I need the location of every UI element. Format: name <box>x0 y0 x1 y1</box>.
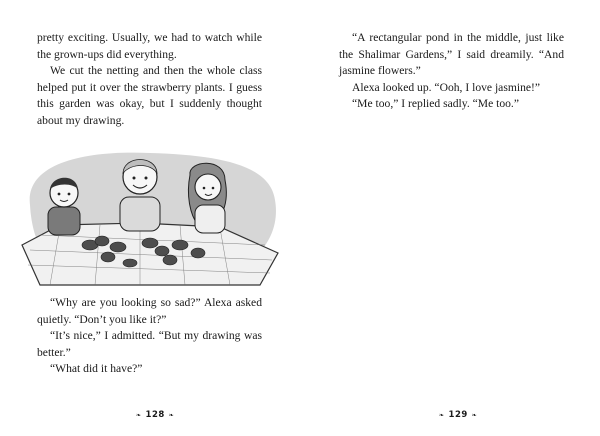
right-text <box>339 30 564 113</box>
page-number: 129 <box>448 410 468 420</box>
ornament-icon: ❧ <box>439 411 445 419</box>
paragraph: Alexa looked up. “Ooh, I love jasmine!” <box>352 80 541 94</box>
page-number: 128 <box>145 410 165 420</box>
paragraph: “Me too,” I replied sadly. “Me too.” <box>352 97 519 111</box>
paragraph: “What did it have?” <box>50 362 143 376</box>
ornament-icon: ❧ <box>471 411 478 419</box>
paragraph: pretty exciting. Usually, we had to watch while the grown-ups did everything. <box>37 31 262 61</box>
paragraph: We cut the netting and then the whole class helped put it over the strawberry plants. I guess this garden was okay, but I suddenly thought about my drawing. <box>37 64 262 127</box>
ornament-icon: ❧ <box>136 411 142 419</box>
paragraph: “Why are you looking so sad?” Alexa asked quietly. “Don’t you like it?” <box>37 296 262 326</box>
left-bottom-text <box>37 295 262 378</box>
paragraph: “It’s nice,” I admitted. “But my drawing was better.” <box>37 329 262 359</box>
children-garden-illustration <box>20 145 282 287</box>
page-number-right <box>439 410 477 420</box>
ornament-icon: ❧ <box>168 411 175 419</box>
paragraph: “A rectangular pond in the middle, just like the Shalimar Gardens,” I said dreamily. “And jasmine flowers.” <box>339 31 564 78</box>
page-number-left <box>136 410 174 420</box>
right-page <box>300 0 600 436</box>
left-top-text <box>37 30 262 130</box>
